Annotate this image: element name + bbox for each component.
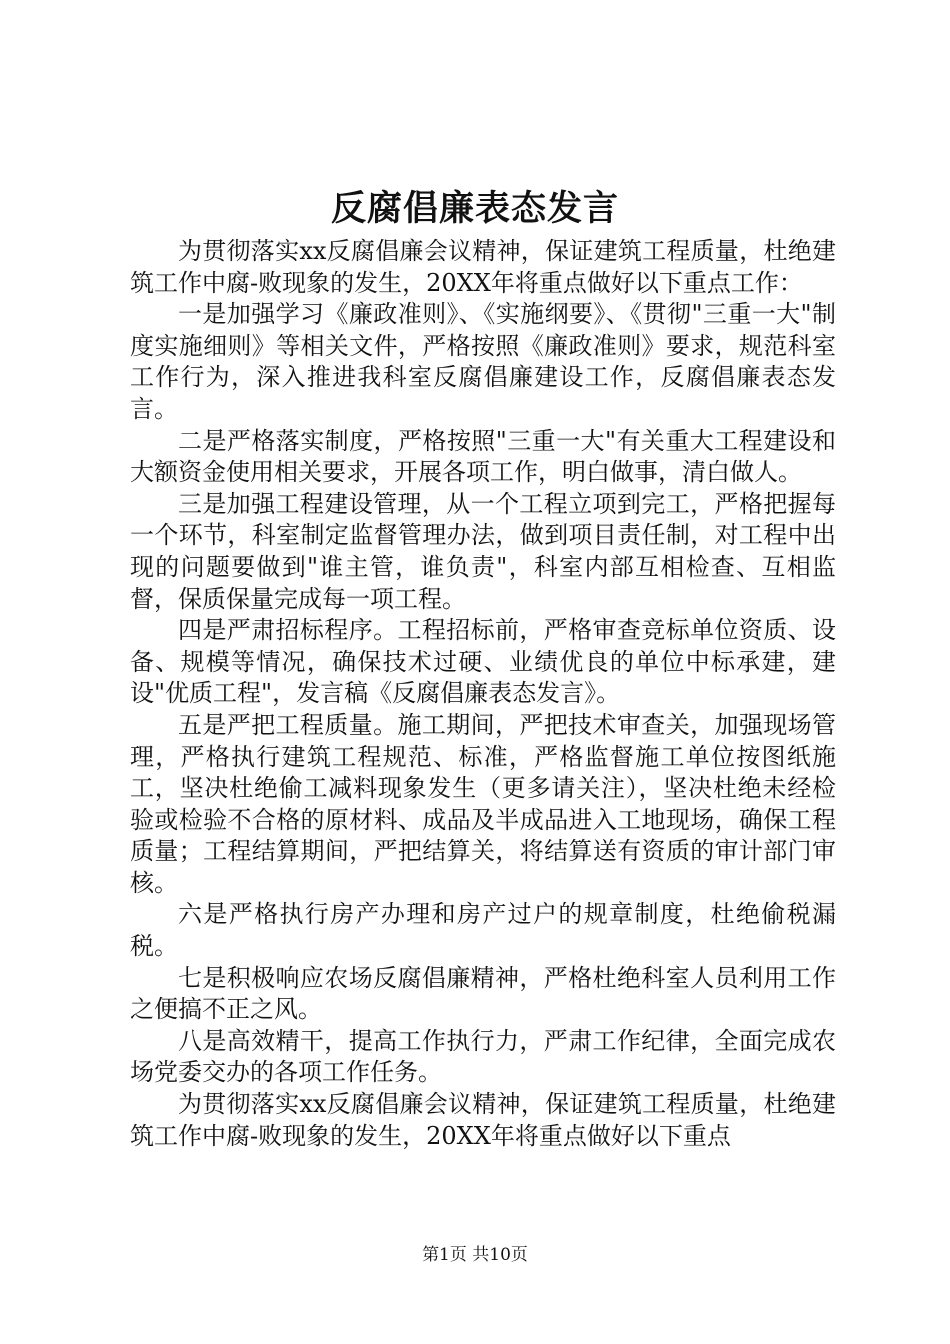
paragraph-point-4: 四是严肃招标程序。工程招标前，严格审查竞标单位资质、设备、规模等情况，确保技术过硬、业绩优良的单位中标承建，建设"优质工程"，发言稿《反腐倡廉表态发言》。 (130, 616, 836, 708)
paragraph-intro: 为贯彻落实xx反腐倡廉会议精神，保证建筑工程质量，杜绝建筑工作中腐-败现象的发生，20XX年将重点做好以下重点工作： (130, 237, 836, 297)
paragraph-repeat-intro: 为贯彻落实xx反腐倡廉会议精神，保证建筑工程质量，杜绝建筑工作中腐-败现象的发生，20XX年将重点做好以下重点 (130, 1090, 836, 1150)
page-footer: 第1页 共10页 (422, 1245, 528, 1265)
document-body (130, 236, 836, 1188)
paragraph-point-5: 五是严把工程质量。施工期间，严把技术审查关，加强现场管理，严格执行建筑工程规范、标准，严格监督施工单位按图纸施工，坚决杜绝偷工减料现象发生（更多请关注），坚决杜绝未经检验或检验不合格的原材料、成品及半成品进入工地现场，确保工程质量；工程结算期间，严把结算关，将结算送有资质的审计部门审核。 (130, 710, 836, 897)
paragraph-point-6: 六是严格执行房产办理和房产过户的规章制度，杜绝偷税漏税。 (130, 900, 836, 961)
paragraph-point-7: 七是积极响应农场反腐倡廉精神，严格杜绝科室人员利用工作之便搞不正之风。 (130, 963, 836, 1024)
paragraph-point-8: 八是高效精干，提高工作执行力，严肃工作纪律，全面完成农场党委交办的各项工作任务。 (130, 1026, 836, 1087)
document-title: 反腐倡廉表态发言 (330, 188, 619, 229)
paragraph-point-3: 三是加强工程建设管理，从一个工程立项到完工，严格把握每一个环节，科室制定监督管理办法，做到项目责任制，对工程中出现的问题要做到"谁主管，谁负责"，科室内部互相检查、互相监督，保质保量完成每一项工程。 (130, 489, 836, 613)
paragraph-point-1: 一是加强学习《廉政准则》、《实施纲要》、《贯彻"三重一大"制度实施细则》等相关文件，严格按照《廉政准则》要求，规范科室工作行为，深入推进我科室反腐倡廉建设工作，反腐倡廉表态发言。 (130, 300, 836, 423)
paragraph-point-2: 二是严格落实制度，严格按照"三重一大"有关重大工程建设和大额资金使用相关要求，开展各项工作，明白做事，清白做人。 (130, 426, 836, 487)
